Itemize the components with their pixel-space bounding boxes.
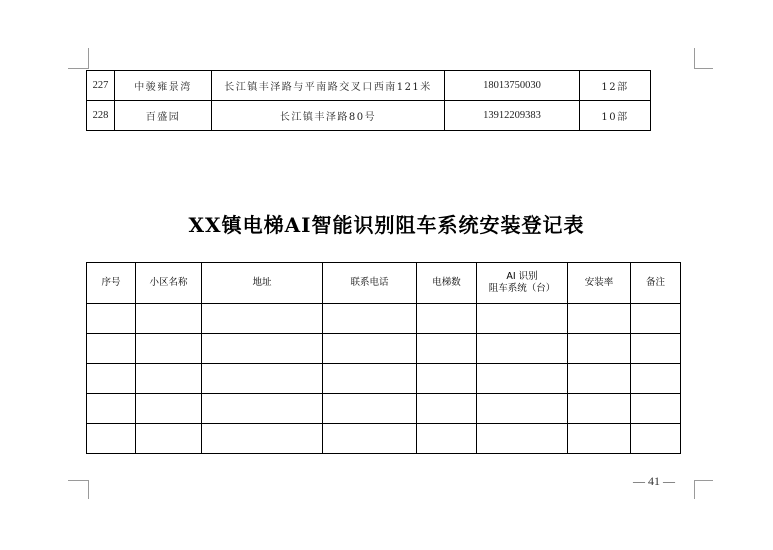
cell-install-rate (568, 334, 631, 364)
crop-mark-bottom-right (694, 480, 713, 499)
cell-contact-phone (323, 334, 417, 364)
cell-remarks (631, 424, 681, 454)
header-community-name: 小区名称 (136, 263, 202, 304)
cell-remarks (631, 364, 681, 394)
cell-ai-system-count (477, 424, 568, 454)
cell-remarks (631, 334, 681, 364)
elevator-count: 12部 (580, 71, 651, 101)
cell-elevator-count (417, 364, 477, 394)
community-address: 长江镇丰泽路80号 (212, 101, 445, 131)
cell-elevator-count (417, 424, 477, 454)
community-address: 长江镇丰泽路与平南路交叉口西南121米 (212, 71, 445, 101)
cell-elevator-count (417, 334, 477, 364)
cell-community-name (136, 424, 202, 454)
row-number: 227 (87, 71, 115, 101)
header-address: 地址 (202, 263, 323, 304)
header-ai-system-count (477, 263, 568, 304)
community-name: 百盛园 (115, 101, 212, 131)
header-serial-no: 序号 (87, 263, 136, 304)
cell-elevator-count (417, 394, 477, 424)
cell-community-name (136, 334, 202, 364)
table-row (87, 101, 651, 131)
cell-address (202, 334, 323, 364)
header-row (87, 263, 681, 304)
cell-serial-no (87, 364, 136, 394)
cell-address (202, 364, 323, 394)
row-number: 228 (87, 101, 115, 131)
cell-elevator-count (417, 304, 477, 334)
cell-address (202, 394, 323, 424)
table-row (87, 304, 681, 334)
cell-address (202, 304, 323, 334)
cell-install-rate (568, 304, 631, 334)
header-ai-line1: AI 识别 (506, 271, 538, 282)
table-row (87, 71, 651, 101)
cell-serial-no (87, 394, 136, 424)
cell-ai-system-count (477, 364, 568, 394)
cell-contact-phone (323, 304, 417, 334)
table-row (87, 394, 681, 424)
crop-mark-top-right (694, 48, 713, 69)
page-title: XX镇电梯AI智能识别阻车系统安装登记表 (188, 213, 585, 237)
crop-mark-top-left (68, 48, 89, 69)
contact-phone: 18013750030 (445, 71, 580, 101)
cell-contact-phone (323, 364, 417, 394)
registration-table (86, 262, 681, 454)
cell-ai-system-count (477, 304, 568, 334)
cell-community-name (136, 364, 202, 394)
cell-ai-system-count (477, 334, 568, 364)
header-contact-phone: 联系电话 (323, 263, 417, 304)
crop-mark-bottom-left (68, 480, 89, 499)
cell-remarks (631, 394, 681, 424)
cell-address (202, 424, 323, 454)
cell-community-name (136, 304, 202, 334)
contact-phone: 13912209383 (445, 101, 580, 131)
page-number: — 41 — (633, 474, 675, 488)
table-row (87, 424, 681, 454)
cell-serial-no (87, 424, 136, 454)
header-ai-line2: 阻车系统（台） (488, 283, 556, 294)
community-name: 中骏雍景湾 (115, 71, 212, 101)
cell-serial-no (87, 304, 136, 334)
cell-ai-system-count (477, 394, 568, 424)
header-install-rate: 安装率 (568, 263, 631, 304)
cell-install-rate (568, 424, 631, 454)
header-remarks: 备注 (631, 263, 681, 304)
cell-contact-phone (323, 424, 417, 454)
table-row (87, 364, 681, 394)
table-row (87, 334, 681, 364)
cell-remarks (631, 304, 681, 334)
cell-serial-no (87, 334, 136, 364)
continued-community-table (86, 70, 651, 131)
header-elevator-count: 电梯数 (417, 263, 477, 304)
elevator-count: 10部 (580, 101, 651, 131)
cell-community-name (136, 394, 202, 424)
cell-install-rate (568, 394, 631, 424)
cell-contact-phone (323, 394, 417, 424)
cell-install-rate (568, 364, 631, 394)
